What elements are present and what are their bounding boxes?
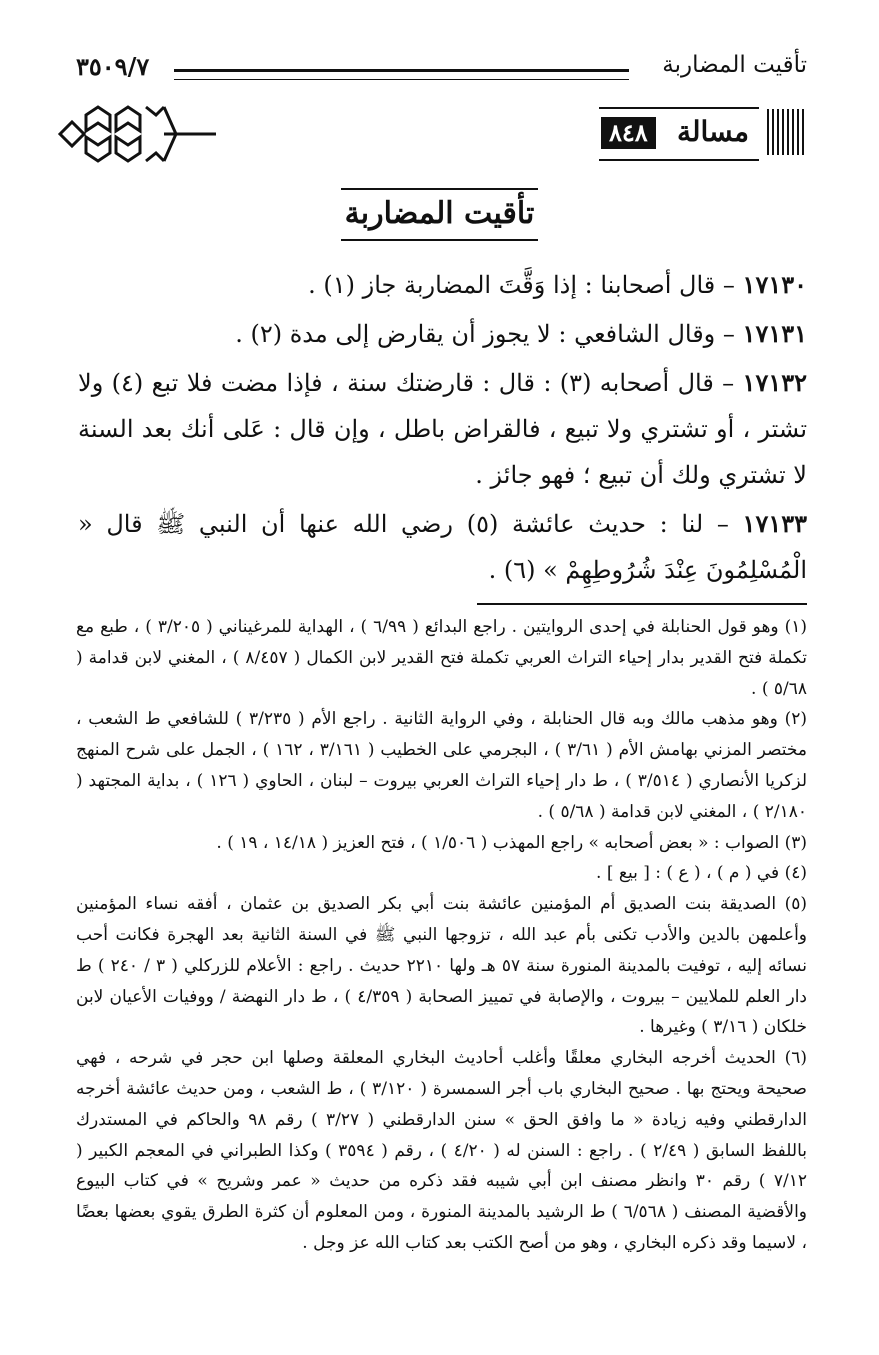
paragraph-text: – قال أصحابه (٣) : قال : قارضتك سنة ، فإذا مضت فلا تبع (٤) ولا تشتر ، أو تشتري ولا تبيع ، فالقراض باطل ، وإن قال : عَلى أنك بعد السنة لا تشتري ولك أن تبيع ؛ فهو جائز . — [78, 369, 807, 489]
footnote: (٤) في ( م ) ، ( ع ) : [ بيع ] . — [596, 863, 807, 884]
paragraph-number: ١٧١٣٢ — [742, 368, 807, 397]
paragraph — [78, 501, 807, 593]
footnote: (٥) الصديقة بنت الصديق أم المؤمنين عائشة بنت أبي بكر الصديق بن عثمان ، أفقه نساء المؤمنين وأعلمهن بالدين والأدب تكنى بأم عبد الله ، تزوجها النبي ﷺ في السنة الثانية بعد الهجرة فكانت أحب نسائه إليه ، توفيت بالمدينة المنورة سنة ٥٧ هـ ولها ٢٢١٠ حديث . راجع : الأعلام للزركلي ( ٣ / ٢٤٠ ) ط دار العلم للملايين – بيروت ، والإصابة في تمييز الصحابة ( ٤/٣٥٩ ) ، ط دار النهضة / ووفيات الأعيان لابن خلكان ( ٣/١٦ ) وغيرها . — [76, 894, 808, 1038]
paragraph-number: ١٧١٣٣ — [742, 509, 807, 538]
paragraph-text: – وقال الشافعي : لا يجوز أن يقارض إلى مدة (٢) . — [235, 320, 735, 348]
decorative-bars — [767, 109, 807, 155]
paragraph-number: ١٧١٣٠ — [742, 270, 807, 299]
ornament-icon — [56, 103, 216, 165]
footnote-rule — [477, 603, 807, 605]
masala-label: مسالة — [676, 115, 749, 148]
paragraph — [78, 262, 807, 308]
paragraph-number: ١٧١٣١ — [742, 319, 807, 348]
page-reference: ٣٥٠٩/٧ — [76, 52, 150, 81]
running-title: تأقيت المضاربة — [662, 52, 807, 78]
paragraph — [78, 360, 807, 498]
paragraph — [78, 311, 807, 357]
footnote: (٢) وهو مذهب مالك وبه قال الحنابلة ، وفي الرواية الثانية . راجع الأم ( ٣/٢٣٥ ) للشافعي ط الشعب ، مختصر المزني بهامش الأم ( ٣/٦١ ) ، البجرمي على الخطيب ( ٣/١٦١ ، ١٦٢ ) ، الجمل على شرح المنهج لزكريا الأنصاري ( ٣/٥١٤ ) ، ط دار إحياء التراث العربي بيروت – لبنان ، الحاوي ( ١٢٦ ) ، بداية المجتهد ( ٢/١٨٠ ) ، المغني لابن قدامة ( ٥/٦٨ ) . — [76, 709, 808, 822]
footnote: (١) وهو قول الحنابلة في إحدى الروايتين . راجع البدائع ( ٦/٩٩ ) ، الهداية للمرغيناني ( ٣/٢٠٥ ) ، طبع مع تكملة فتح القدير بدار إحياء التراث العربي تكملة فتح القدير لابن الكمال ( ٨/٤٥٧ ) ، المغني لابن قدامة ( ٥/٦٨ ) . — [76, 617, 807, 699]
footnotes — [76, 612, 807, 1259]
main-text — [78, 262, 807, 596]
footnote: (٦) الحديث أخرجه البخاري معلقًا وأغلب أحاديث البخاري المعلقة وصلها ابن حجر في شرحه ، فهي صحيحة ويحتج بها . صحيح البخاري باب أجر السمسرة ( ٣/١٢٠ ) ، ط الشعب ، ومن حديث عائشة أخرجه الدارقطني وفيه زيادة « ما وافق الحق » سنن الدارقطني ( ٣/٢٧ ) رقم ٩٨ والحاكم في المستدرك باللفظ السابق ( ٢/٤٩ ) . راجع : السنن له ( ٤/٢٠ ) ، رقم ( ٣٥٩٤ ) وكذا الطبراني في المعجم الكبير ( ٧/١٢ ) رقم ٣٠ وانظر مصنف ابن أبي شيبه فقد ذكره من حديث « عمر وشريح » في كتاب البيوع والأقضية المصنف ( ٦/٥٦٨ ) ط الرشيد بالمدينة المنورة ، ومن المعلوم أن كثرة الطرق يقوي بعضها بعضًا ، لاسيما وقد ذكره البخاري ، وهو من أصح الكتب بعد كتاب الله عز وجل . — [76, 1048, 808, 1253]
masala-frame — [599, 107, 759, 161]
paragraph-text: – قال أصحابنا : إذا وَقَّتَ المضاربة جاز (١) . — [308, 271, 735, 299]
section-heading — [0, 188, 879, 241]
masala-number: ٨٤٨ — [601, 117, 656, 149]
masala-banner — [56, 103, 807, 165]
paragraph-text: – لنا : حديث عائشة (٥) رضي الله عنها أن النبي ﷺ قال « الْمُسْلِمُونَ عِنْدَ شُرُوطِهِمْ » (٦) . — [78, 510, 807, 584]
footnote: (٣) الصواب : « بعض أصحابه » راجع المهذب ( ١/٥٠٦ ) ، فتح العزيز ( ١٤/١٨ ، ١٩ ) . — [216, 832, 807, 853]
running-header — [76, 50, 807, 90]
heading-text: تأقيت المضاربة — [341, 188, 539, 241]
header-rule — [174, 69, 629, 80]
